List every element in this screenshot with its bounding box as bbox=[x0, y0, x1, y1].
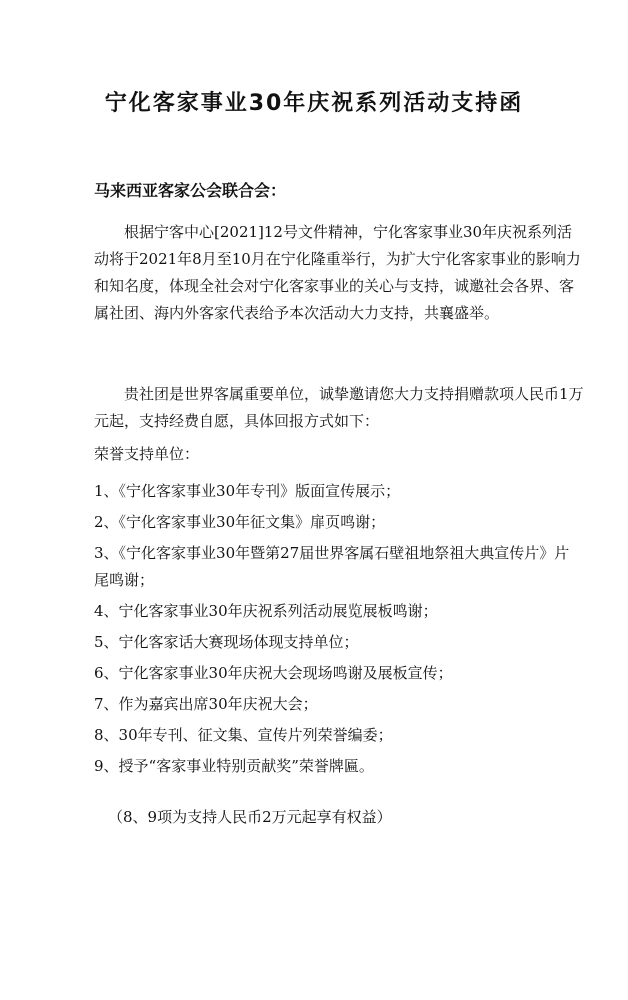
list-item: 9、授予“客家事业特别贡献奖”荣誉牌匾。 bbox=[94, 757, 374, 775]
benefits-list bbox=[94, 478, 584, 784]
list-item: 8、30年专刊、征文集、宣传片列荣誉编委； bbox=[94, 726, 393, 744]
paragraph-1-block bbox=[94, 219, 584, 327]
list-item: 4、宁化客家事业30年庆祝系列活动展览展板鸣谢； bbox=[94, 602, 438, 620]
salutation: 马来西亚客家公会联合会： bbox=[94, 181, 287, 200]
list-item: 2、《宁化客家事业30年征文集》扉页鸣谢； bbox=[94, 513, 386, 531]
list-item: 5、宁化客家话大赛现场体现支持单位； bbox=[94, 633, 359, 651]
list-item: 6、宁化客家事业30年庆祝大会现场鸣谢及展板宣传； bbox=[94, 664, 453, 682]
list-heading: 荣誉支持单位： bbox=[94, 445, 200, 463]
paragraph-1: 根据宁客中心[2021]12号文件精神，宁化客家事业30年庆祝系列活动将于2021年8月至10月在宁化隆重举行，为扩大宁化客家事业的影响力和知名度，体现全社会对宁化客家事业的关心与支持，诚邀社会各界、客属社团、海内外客家代表给予本次活动大力支持，共襄盛举。 bbox=[94, 223, 581, 322]
paragraph-2: 贵社团是世界客属重要单位，诚挚邀请您大力支持捐赠款项人民币1万元起，支持经费自愿，具体回报方式如下： bbox=[94, 385, 584, 430]
list-item: 3、《宁化客家事业30年暨第27届世界客属石壁祖地祭祖大典宣传片》片尾鸣谢； bbox=[94, 544, 570, 589]
paragraph-2-block bbox=[94, 381, 584, 435]
benefits-note: （8、9项为支持人民币2万元起享有权益） bbox=[108, 808, 392, 826]
list-item: 1、《宁化客家事业30年专刊》版面宣传展示； bbox=[94, 482, 401, 500]
document-title: 宁化客家事业30年庆祝系列活动支持函 bbox=[104, 91, 524, 116]
list-item: 7、作为嘉宾出席30年庆祝大会； bbox=[94, 695, 318, 713]
